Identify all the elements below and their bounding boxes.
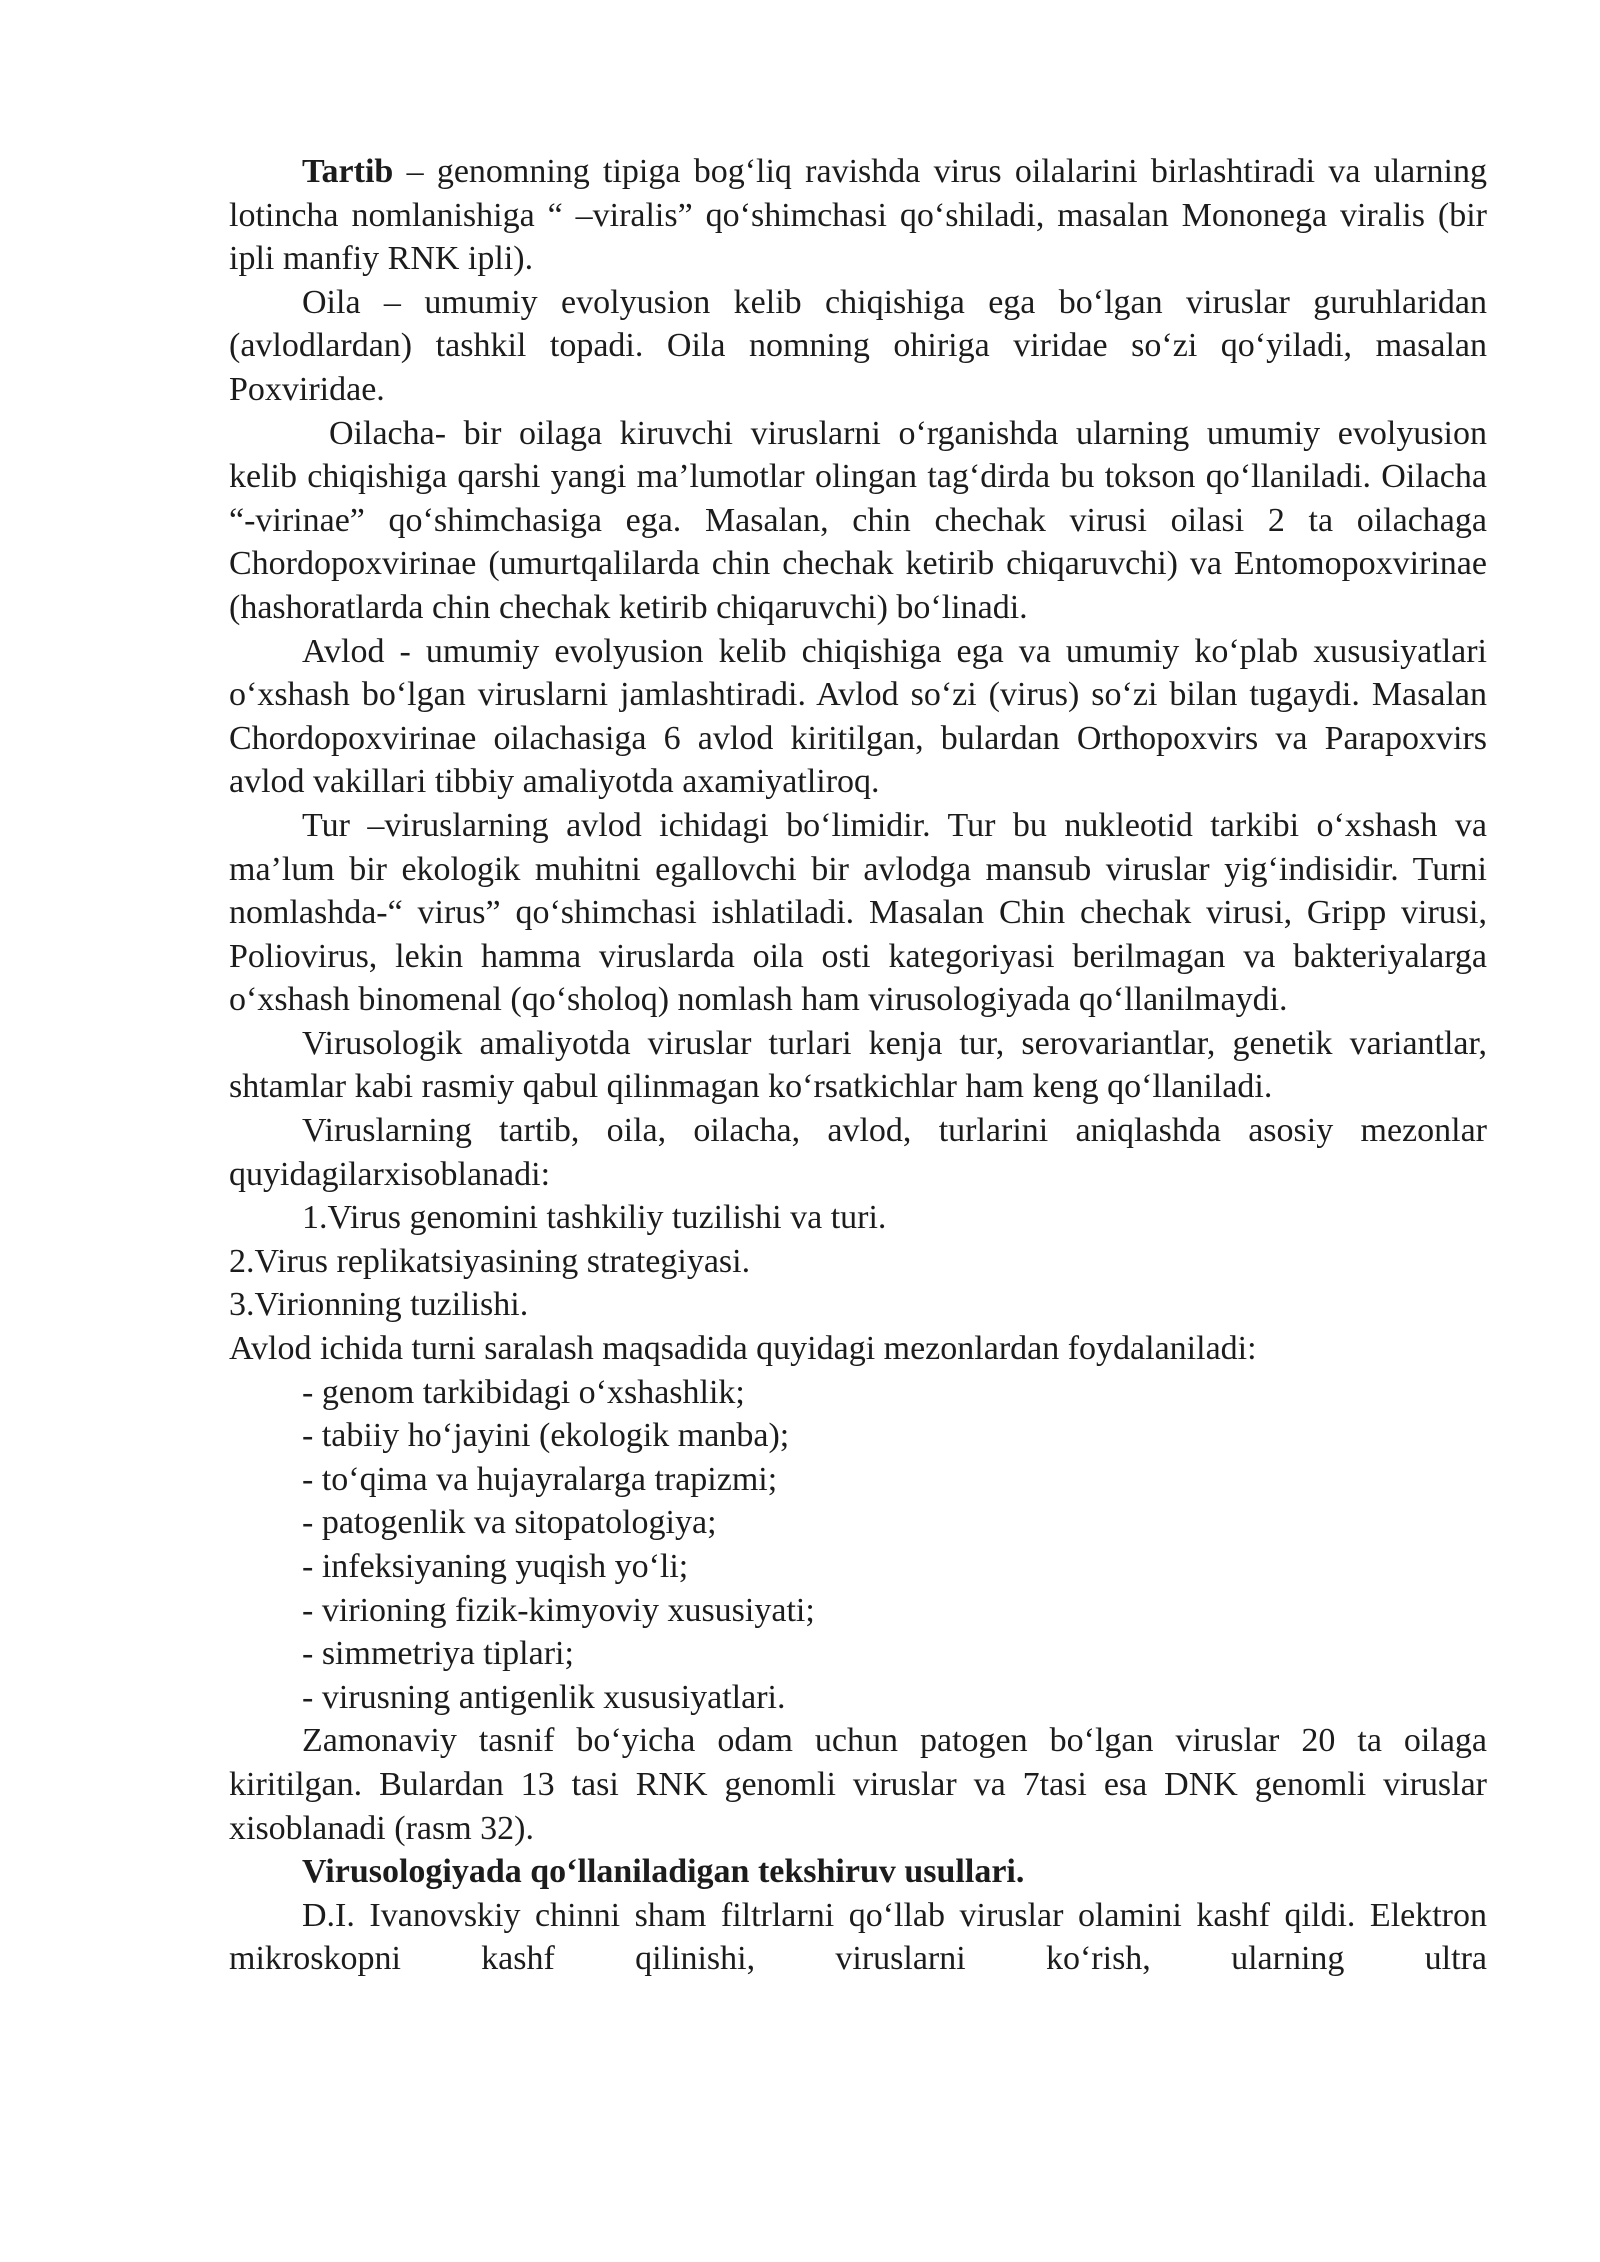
list-item: - patogenlik va sitopatologiya; [302,1504,717,1542]
paragraph-ivanovskiy: D.I. Ivanovskiy chinni sham filtrlarni qo‘llab viruslar olamini kashf qildi. Elektron mikroskopni kashf qilinishi, viruslarni ko‘rish, ularning ultra [229,1896,1487,1978]
paragraph-oilacha: Oilacha- bir oilaga kiruvchi viruslarni o‘rganishda ularning umumiy evolyusion kelib chiqishiga qarshi yangi ma’lumotlar olingan tag‘dirda bu tokson qo‘llaniladi. Oilacha “-virinae” qo‘shimchasiga ega. Masalan, chin chechak virusi oilasi 2 ta oilachaga Chordopoxvirinae (umurtqalilarda chin chechak ketirib chiqaruvchi) va Entomopoxvirinae (hashoratlarda chin chechak ketirib chiqaruvchi) bo‘linadi. [229,414,1487,626]
criterion-1: 1.Virus genomini tashkiliy tuzilishi va turi. [302,1199,887,1237]
paragraph-zamonaviy: Zamonaviy tasnif bo‘yicha odam uchun patogen bo‘lgan viruslar 20 ta oilaga kiritilgan. Bulardan 13 tasi RNK genomli viruslar va 7tasi esa DNK genomli viruslar xisoblanadi (rasm 32). [229,1722,1487,1847]
list-item: - virusning antigenlik xususiyatlari. [302,1678,786,1716]
criteria-list [229,1371,1487,1720]
paragraph-avlod: Avlod - umumiy evolyusion kelib chiqishiga ega va umumiy ko‘plab xususiyatlari o‘xshash bo‘lgan viruslarni jamlashtiradi. Avlod so‘zi (virus) so‘zi bilan tugaydi. Masalan Chordopoxvirinae oilachasiga 6 avlod kiritilgan, bulardan Orthopoxvirs va Parapoxvirs avlod vakillari tibbiy amaliyotda axamiyatliroq. [229,632,1487,801]
paragraph-virusologik: Virusologik amaliyotda viruslar turlari kenja tur, serovariantlar, genetik variantlar, shtamlar kabi rasmiy qabul qilinmagan ko‘rsatkichlar ham keng qo‘llaniladi. [229,1024,1487,1106]
paragraph-tur: Tur –viruslarning avlod ichidagi bo‘limidir. Tur bu nukleotid tarkibi o‘xshash va ma’lum bir ekologik muhitni egallovchi bir avlodga mansub viruslar yig‘indisidir. Turni nomlashda-“ virus” qo‘shimchasi ishlatiladi. Masalan Chin chechak virusi, Gripp virusi, Poliovirus, lekin hamma viruslarda oila osti kategoriyasi berilmagan va bakteriyalarga o‘xshash binomenal (qo‘sholoq) nomlash ham virusologiyada qo‘llanilmaydi. [229,806,1487,1019]
list-item: - to‘qima va hujayralarga trapizmi; [302,1460,778,1498]
criterion-2: 2.Virus replikatsiyasining strategiyasi. [229,1242,751,1280]
paragraph-mezonlar: Viruslarning tartib, oila, oilacha, avlod, turlarini aniqlashda asosiy mezonlar quyidagilarxisoblanadi: [229,1112,1487,1193]
term-tartib: Tartib [302,153,394,190]
list-item: - virioning fizik-kimyoviy xususiyati; [302,1591,815,1629]
paragraph-oila: Oila – umumiy evolyusion kelib chiqishiga ega bo‘lgan viruslar guruhlaridan (avlodlardan) tashkil topadi. Oila nomning ohiriga viridae so‘zi qo‘yiladi, masalan Poxviridae. [229,283,1487,408]
list-item: - simmetriya tiplari; [302,1635,574,1673]
document-page [229,150,1487,1981]
paragraph-avlod-ichida: Avlod ichida turni saralash maqsadida quyidagi mezonlardan foydalaniladi: [229,1330,1257,1368]
list-item: - genom tarkibidagi o‘xshashlik; [302,1373,745,1411]
list-item: - infeksiyaning yuqish yo‘li; [302,1548,689,1585]
tartib-definition: – genomning tipiga bog‘liq ravishda virus oilalarini birlashtiradi va ularning lotincha nomlanishiga “ –viralis” qo‘shimchasi qo‘shiladi, masalan Mononega viralis (bir ipli manfiy RNK ipli). [229,153,1487,278]
criterion-3: 3.Virionning tuzilishi. [229,1286,529,1324]
section-heading: Virusologiyada qo‘llaniladigan tekshiruv usullari. [302,1853,1025,1891]
list-item: - tabiiy ho‘jayini (ekologik manba); [302,1417,790,1455]
paragraph-tartib [229,150,1487,281]
